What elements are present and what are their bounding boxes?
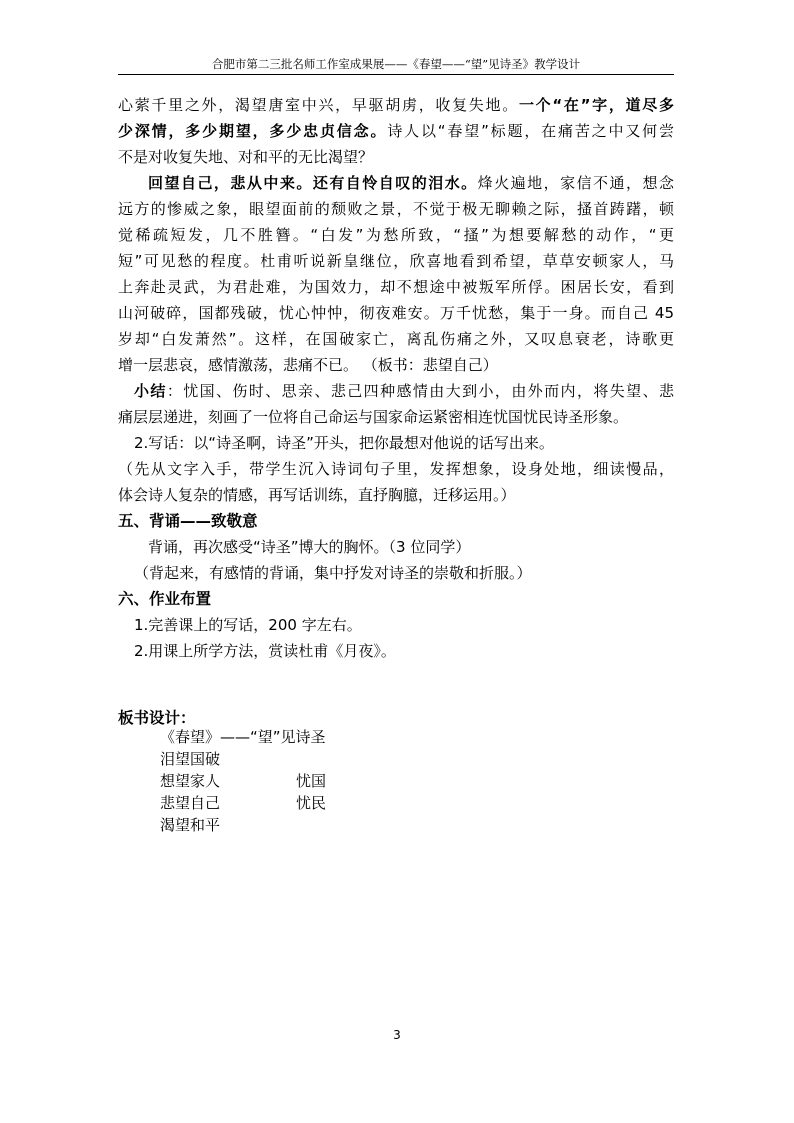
bold-text-run: 少深情，多少期望，多少忠贞信念。: [118, 122, 388, 140]
board-item: 想望家人: [160, 772, 221, 790]
board-item: 渴望和平: [160, 816, 221, 834]
page-header: 合肥市第二三批名师工作室成果展——《春望——“望”见诗圣》教学设计: [211, 57, 581, 71]
paragraph-line: 不是对收复失地、对和平的无比渴望？: [118, 148, 374, 166]
board-item: 忧国: [296, 772, 327, 790]
paragraph-line: [118, 92, 674, 118]
writing-note: 体会诗人复杂的情感，再写话训练，直抒胸臆，迁移运用。）: [118, 486, 516, 504]
board-row: [160, 814, 326, 836]
board-design: [160, 726, 326, 836]
homework-item: 2.用课上所学方法，赏读杜甫《月夜》。: [134, 642, 396, 660]
paragraph-line: 上奔赴灵武，为君赴难，为国效力，却不想途中被叛军所俘。困居长安，看到: [118, 278, 674, 296]
summary-label: 小结: [134, 382, 167, 400]
bold-text-run: 回望自己，悲从中来。还有自怜自叹的泪水。: [148, 174, 478, 192]
board-design-title: 板书设计：: [118, 709, 196, 727]
paragraph-line: 觉稀疏短发，几不胜簪。“白发”为愁所致，“搔”为想要解愁的动作，“更: [118, 226, 674, 244]
text-run: 心萦千里之外，渴望唐室中兴，早驱胡虏，收复失地。: [118, 96, 519, 114]
document-body: [118, 92, 674, 664]
summary-line: 痛层层递进，刻画了一位将自己命运与国家命运紧密相连忧国忧民诗圣形象。: [118, 408, 629, 426]
homework-item: 1.完善课上的写话，200 字左右。: [134, 616, 362, 634]
board-heading: 《春望》——“望”见诗圣: [160, 728, 326, 746]
board-row: [160, 770, 326, 792]
board-row: [160, 792, 326, 814]
section-heading: 六、作业布置: [118, 590, 212, 608]
board-item: 悲望自己: [160, 794, 221, 812]
text-run: 烽火遍地，家信不通，想念: [477, 174, 674, 192]
paragraph-line: 岁却“白发萧然”。这样，在国破家亡，离乱伤痛之外，又叹息衰老，诗歌更: [118, 330, 674, 348]
paragraph-line: [118, 118, 674, 144]
text-run: ：忧国、伤时、思亲、悲己四种感情由大到小，由外而内，将失望、悲: [166, 382, 674, 400]
header-divider: [118, 74, 674, 75]
recite-note: （背起来，有感情的背诵，集中抒发对诗圣的崇敬和折服。）: [134, 564, 532, 582]
paragraph-line: [118, 170, 674, 196]
writing-note: （先从文字入手，带学生沉入诗词句子里，发挥想象，设身处地，细读慢品，: [118, 460, 674, 478]
paragraph-line: 远方的惨威之象，眼望面前的颓败之景，不觉于极无聊赖之际，搔首踌躇，顿: [118, 200, 674, 218]
summary-line: [118, 378, 674, 404]
bold-text-run: 一个“在”字，道尽多: [518, 96, 675, 114]
writing-task: 2.写话：以“诗圣啊，诗圣”开头，把你最想对他说的话写出来。: [134, 434, 554, 452]
board-row: [160, 748, 326, 770]
page-number: 3: [393, 1028, 401, 1042]
paragraph-line: 山河破碎，国都残破，忧心忡忡，彻夜难安。万千忧愁，集于一身。而自己 45: [118, 304, 674, 322]
paragraph-line: 增一层悲哀，感情激荡，悲痛不已。 （板书：悲望自己）: [118, 356, 498, 374]
section-heading: 五、背诵——致敬意: [118, 512, 258, 530]
recite-line: 背诵，再次感受“诗圣”博大的胸怀。（3 位同学）: [148, 538, 471, 556]
board-item: 泪望国破: [160, 750, 221, 768]
board-item: 忧民: [296, 794, 327, 812]
text-run: 诗人以“春望”标题，在痛苦之中又何尝: [387, 122, 674, 140]
paragraph-line: 短”可见愁的程度。杜甫听说新皇继位，欣喜地看到希望，草草安顿家人，马: [118, 252, 674, 270]
